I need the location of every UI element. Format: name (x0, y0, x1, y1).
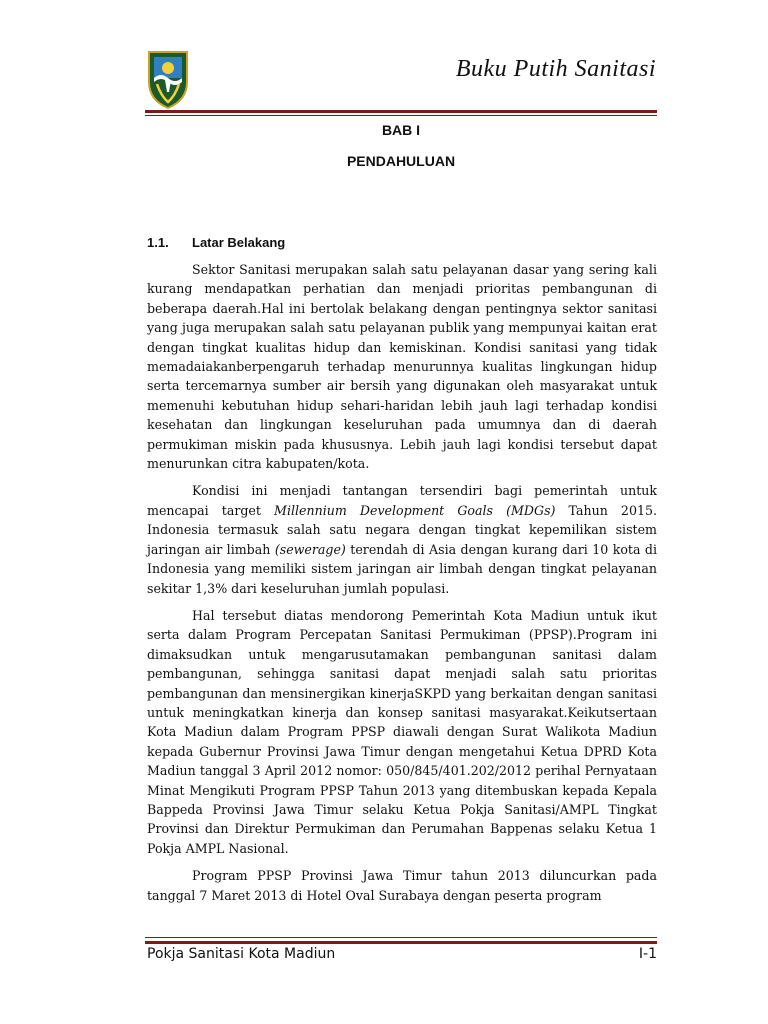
text-run: Sektor Sanitasi merupakan salah satu pelayanan dasar yang sering kali kurang mendapatkan perhatian dan menjadi prioritas pembangunan di beberapa daerah.Hal ini bertolak belakang dengan pentingnya sektor sanitasi yang juga merupakan salah satu pelayanan publik yang mempunyai kaitan erat dengan tingkat kualitas hidup dan kemiskinan. Kondisi sanitasi yang tidak memadaiakanberpengaruh terhadap menurunnya kualitas lingkungan hidup serta tercemarnya sumber air bersih yang digunakan oleh masyarakat untuk memenuhi kebutuhan hidup sehari-haridan lebih jauh lagi terhadap kondisi kesehatan dan lingkungan keseluruhan pada umumnya dan di daerah permukiman miskin pada khususnya. Lebih jauh lagi kondisi tersebut dapat menurunkan citra kabupaten/kota. (147, 262, 657, 472)
page-header (0, 0, 768, 120)
page-number: I-1 (638, 946, 657, 962)
paragraph (147, 481, 657, 597)
section-heading (147, 235, 285, 250)
chapter-number: BAB I (381, 122, 421, 138)
text-run: Kondisi ini menjadi tantangan tersendiri bagi pemerintah untuk mencapai target (147, 483, 657, 518)
footer-rule-thin (145, 937, 657, 938)
page-footer (147, 946, 657, 962)
section-number: 1.1. (147, 235, 169, 250)
footer-rule-thick (145, 941, 657, 944)
body-text (147, 260, 657, 913)
paragraph (147, 606, 657, 858)
header-rule-thick (145, 110, 657, 113)
section-title: Latar Belakang (192, 235, 286, 250)
paragraph (147, 866, 657, 905)
italic-term: (sewerage) (274, 541, 346, 557)
text-run: terendah di Asia dengan kurang dari 10 kota di Indonesia yang memiliki sistem jaringan air limbah dengan tingkat pelayanan sekitar 1,3% dari keseluruhan jumlah populasi. (147, 541, 658, 596)
footer-text: Pokja Sanitasi Kota Madiun (147, 946, 336, 962)
paragraph (147, 260, 657, 473)
chapter-title: PENDAHULUAN (346, 153, 456, 169)
text-run: Program PPSP Provinsi Jawa Timur tahun 2013 diluncurkan pada tanggal 7 Maret 2013 di Hotel Oval Surabaya dengan peserta program (147, 868, 657, 903)
text-run: Tahun 2015. Indonesia termasuk salah satu negara dengan tingkat kepemilikan sistem jaringan air limbah (147, 502, 657, 557)
italic-term: Millennium Development Goals (MDGs) (274, 502, 556, 518)
document-title: Buku Putih Sanitasi (455, 56, 656, 82)
header-rule-thin (145, 115, 657, 116)
coat-of-arms-icon (145, 48, 191, 110)
text-run: Hal tersebut diatas mendorong Pemerintah Kota Madiun untuk ikut serta dalam Program Percepatan Sanitasi Permukiman (PPSP).Program ini dimaksudkan untuk mengarusutamakan pembangunan sanitasi dalam pembangunan, sehingga sanitasi dapat menjadi salah satu prioritas pembangunan dan mensinergikan kinerjaSKPD yang berkaitan dengan sanitasi untuk meningkatkan kinerja dan konsep sanitasi masyarakat.Keikutsertaan Kota Madiun dalam Program PPSP diawali dengan Surat Walikota Madiun kepada Gubernur Provinsi Jawa Timur dengan mengetahui Ketua DPRD Kota Madiun tanggal 3 April 2012 nomor: 050/845/401.202/2012 perihal Pernyataan Minat Mengikuti Program PPSP Tahun 2013 yang ditembuskan kepada Kepala Bappeda Provinsi Jawa Timur selaku Ketua Pokja Sanitasi/AMPL Tingkat Provinsi dan Direktur Permukiman dan Perumahan Bappenas selaku Ketua 1 Pokja AMPL Nasional. (147, 607, 657, 856)
